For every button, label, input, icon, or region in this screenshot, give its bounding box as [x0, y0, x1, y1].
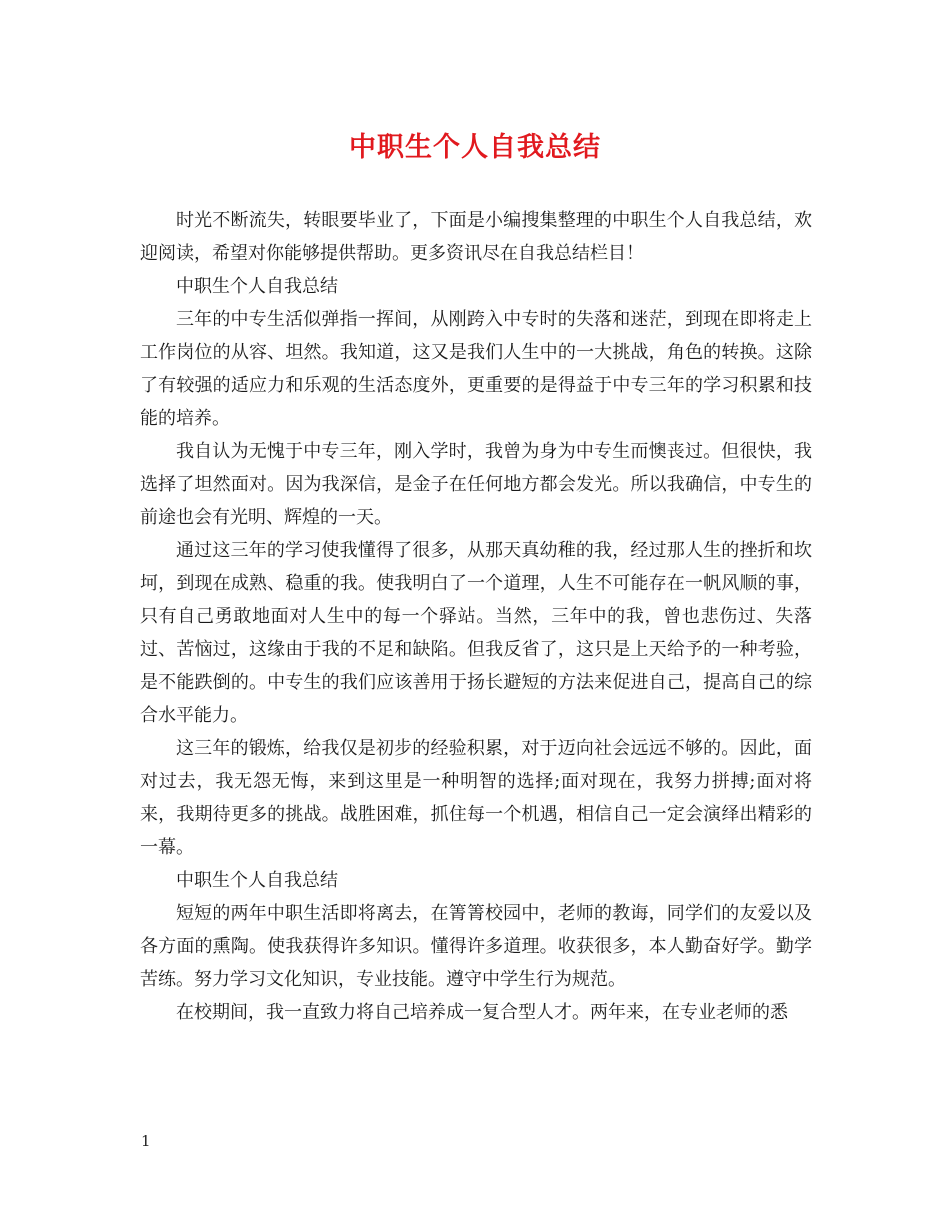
section-heading: 中职生个人自我总结 [176, 276, 338, 297]
document-body [140, 204, 812, 1029]
paragraph: 短短的两年中职生活即将离去，在箐箐校园中，老师的教诲，同学们的友爱以及各方面的熏陶。使我获得许多知识。懂得许多道理。收获很多，本人勤奋好学。勤学苦练。努力学习文化知识，专业技能。遵守中学生行为规范。 [140, 903, 812, 990]
page-number: 1 [141, 1132, 151, 1150]
paragraph-intro: 时光不断流失，转眼要毕业了，下面是小编搜集整理的中职生个人自我总结，欢迎阅读，希望对你能够提供帮助。更多资讯尽在自我总结栏目！ [140, 210, 812, 264]
document-title: 中职生个人自我总结 [349, 132, 601, 163]
paragraph: 这三年的锻炼，给我仅是初步的经验积累，对于迈向社会远远不够的。因此，面对过去，我无怨无悔，来到这里是一种明智的选择;面对现在，我努力拼搏;面对将来，我期待更多的挑战。战胜困难，抓住每一个机遇，相信自己一定会演绎出精彩的一幕。 [140, 738, 812, 858]
paragraph: 在校期间，我一直致力将自己培养成一复合型人才。两年来，在专业老师的悉 [176, 1002, 788, 1023]
section-heading: 中职生个人自我总结 [176, 870, 338, 891]
paragraph: 通过这三年的学习使我懂得了很多，从那天真幼稚的我，经过那人生的挫折和坎坷，到现在成熟、稳重的我。使我明白了一个道理，人生不可能存在一帆风顺的事，只有自己勇敢地面对人生中的每一个驿站。当然，三年中的我，曾也悲伤过、失落过、苦恼过，这缘由于我的不足和缺陷。但我反省了，这只是上天给予的一种考验，是不能跌倒的。中专生的我们应该善用于扬长避短的方法来促进自己，提高自己的综合水平能力。 [140, 540, 812, 726]
paragraph: 三年的中专生活似弹指一挥间，从刚跨入中专时的失落和迷茫，到现在即将走上工作岗位的从容、坦然。我知道，这又是我们人生中的一大挑战，角色的转换。这除了有较强的适应力和乐观的生活态度外，更重要的是得益于中专三年的学习积累和技能的培养。 [140, 309, 812, 429]
paragraph: 我自认为无愧于中专三年，刚入学时，我曾为身为中专生而懊丧过。但很快，我选择了坦然面对。因为我深信，是金子在任何地方都会发光。所以我确信，中专生的前途也会有光明、辉煌的一天。 [140, 441, 812, 528]
